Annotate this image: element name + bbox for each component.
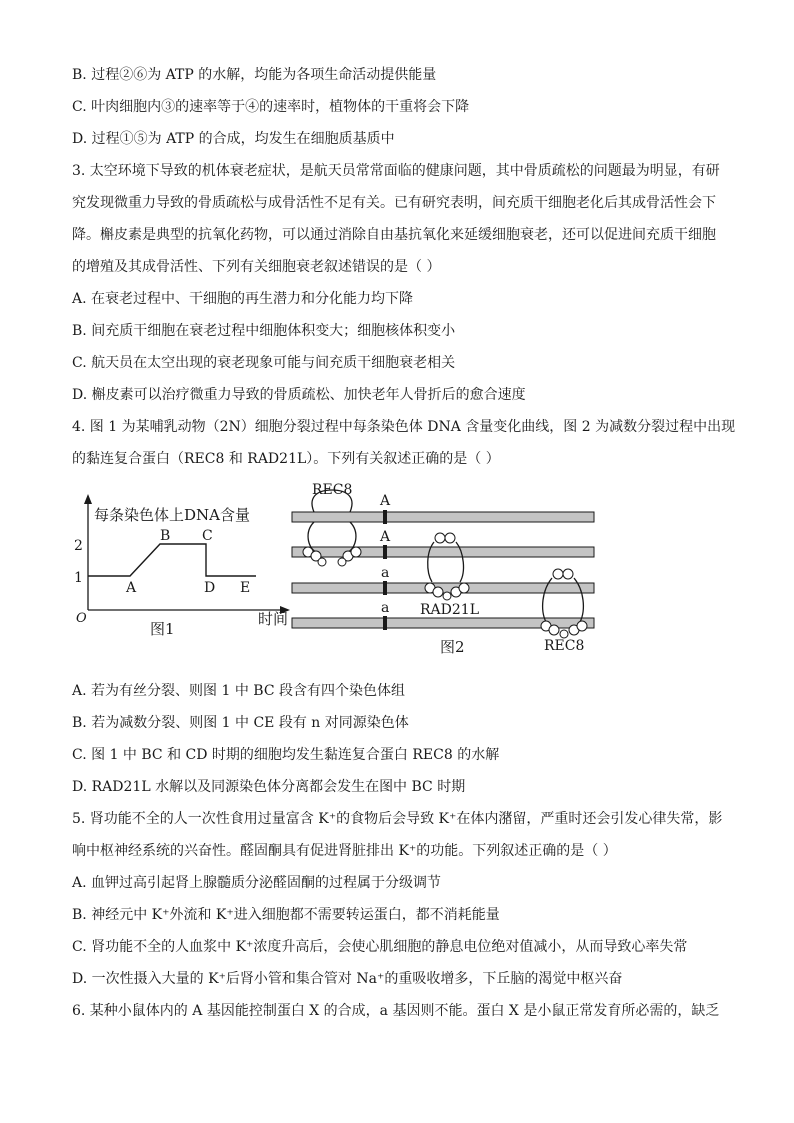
figure-1-origin: O <box>76 611 87 626</box>
question-4-option-a: A. 若为有丝分裂、则图 1 中 BC 段含有四个染色体组 <box>72 683 405 699</box>
figure-1-curve <box>88 544 256 576</box>
question-4-stem-2: 的黏连复合蛋白（REC8 和 RAD21L）。下列有关叙述正确的是（ ） <box>72 451 500 467</box>
question-3-stem-3: 降。槲皮素是典型的抗氧化药物，可以通过消除自由基抗氧化来延缓细胞衰老，还可以促进间充质干细胞 <box>72 227 716 243</box>
question-5-option-d: D. 一次性摄入大量的 K⁺后肾小管和集合管对 Na⁺的重吸收增多，下丘脑的渴觉中枢兴奋 <box>72 971 623 987</box>
rec8-bottom-label: REC8 <box>544 638 585 654</box>
allele-label-4: a <box>381 600 390 616</box>
question-c-2: C. 叶肉细胞内③的速率等于④的速率时，植物体的干重将会下降 <box>72 99 470 115</box>
question-3-stem-1: 3. 太空环境下导致的机体衰老症状，是航天员常常面临的健康问题，其中骨质疏松的问题最为明显，有研 <box>72 163 720 179</box>
centromere-1 <box>383 510 387 524</box>
figure-2-caption: 图2 <box>440 638 465 656</box>
question-5-option-b: B. 神经元中 K⁺外流和 K⁺进入细胞都不需要转运蛋白，都不消耗能量 <box>72 907 500 923</box>
centromere-4 <box>383 616 387 630</box>
question-3-stem-4: 的增殖及其成骨活性、下列有关细胞衰老叙述错误的是（ ） <box>72 259 441 275</box>
centromere-3 <box>383 581 387 595</box>
question-4-option-c: C. 图 1 中 BC 和 CD 时期的细胞均发生黏连复合蛋白 REC8 的水解 <box>72 747 500 763</box>
figure-1-caption: 图1 <box>150 620 175 638</box>
chromatid-2 <box>292 547 594 557</box>
figure-1-point-c: C <box>202 528 213 544</box>
question-5-stem-1: 5. 肾功能不全的人一次性食用过量富含 K⁺的食物后会导致 K⁺在体内潴留，严重时还会引发心律失常，影 <box>72 811 723 827</box>
figure-1-ytick-1: 1 <box>74 570 83 586</box>
chromatid-1 <box>292 512 594 522</box>
allele-label-3: a <box>381 565 390 581</box>
question-4-option-d: D. RAD21L 水解以及同源染色体分离都会发生在图中 BC 时期 <box>72 779 466 795</box>
question-3-option-c: C. 航天员在太空出现的衰老现象可能与间充质干细胞衰老相关 <box>72 355 456 371</box>
allele-label-1: A <box>380 493 391 509</box>
figure-1-ylabel: 每条染色体上DNA含量 <box>94 506 250 524</box>
figure-2-diagram <box>292 482 594 656</box>
figure-1-point-e: E <box>240 580 251 596</box>
rad21l-label: RAD21L <box>420 602 479 618</box>
question-3-option-b: B. 间充质干细胞在衰老过程中细胞体积变大；细胞核体积变小 <box>72 323 456 339</box>
question-3-option-d: D. 槲皮素可以治疗微重力导致的骨质疏松、加快老年人骨折后的愈合速度 <box>72 387 526 403</box>
question-5-stem-2: 响中枢神经系统的兴奋性。醛固酮具有促进肾脏排出 K⁺的功能。下列叙述正确的是（ ） <box>72 843 617 859</box>
question-3-stem-2: 究发现微重力导致的骨质疏松与成骨活性不足有关。已有研究表明，间充质干细胞老化后其成骨活性会下 <box>72 195 716 211</box>
question-b-2: B. 过程②⑥为 ATP 的水解，均能为各项生命活动提供能量 <box>72 67 437 83</box>
figure-1-xlabel: 时间 <box>258 610 289 628</box>
figure-1-graph <box>74 494 290 638</box>
question-5-option-c: C. 肾功能不全的人血浆中 K⁺浓度升高后，会使心肌细胞的静息电位绝对值减小，从而导致心率失常 <box>72 939 688 955</box>
figure-1-point-b: B <box>160 528 171 544</box>
figure-1-point-d: D <box>204 580 216 596</box>
question-4-option-b: B. 若为减数分裂、则图 1 中 CE 段有 n 对同源染色体 <box>72 715 409 731</box>
rec8-top-label: REC8 <box>312 482 353 498</box>
figure-area <box>72 472 732 672</box>
question-3-option-a: A. 在衰老过程中、干细胞的再生潜力和分化能力均下降 <box>72 291 414 307</box>
figure-1-ytick-2: 2 <box>74 538 83 554</box>
question-5-option-a: A. 血钾过高引起肾上腺髓质分泌醛固酮的过程属于分级调节 <box>72 875 442 891</box>
question-4-stem-1: 4. 图 1 为某哺乳动物（2N）细胞分裂过程中每条染色体 DNA 含量变化曲线，图 2 为减数分裂过程中出现 <box>72 419 736 435</box>
question-d-2: D. 过程①⑤为 ATP 的合成，均发生在细胞质基质中 <box>72 131 395 147</box>
centromere-2 <box>383 545 387 559</box>
figure-1-point-a: A <box>126 580 137 596</box>
question-6-stem-1: 6. 某种小鼠体内的 A 基因能控制蛋白 X 的合成，a 基因则不能。蛋白 X 是小鼠正常发育所必需的，缺乏 <box>72 1003 720 1019</box>
allele-label-2: A <box>380 529 391 545</box>
